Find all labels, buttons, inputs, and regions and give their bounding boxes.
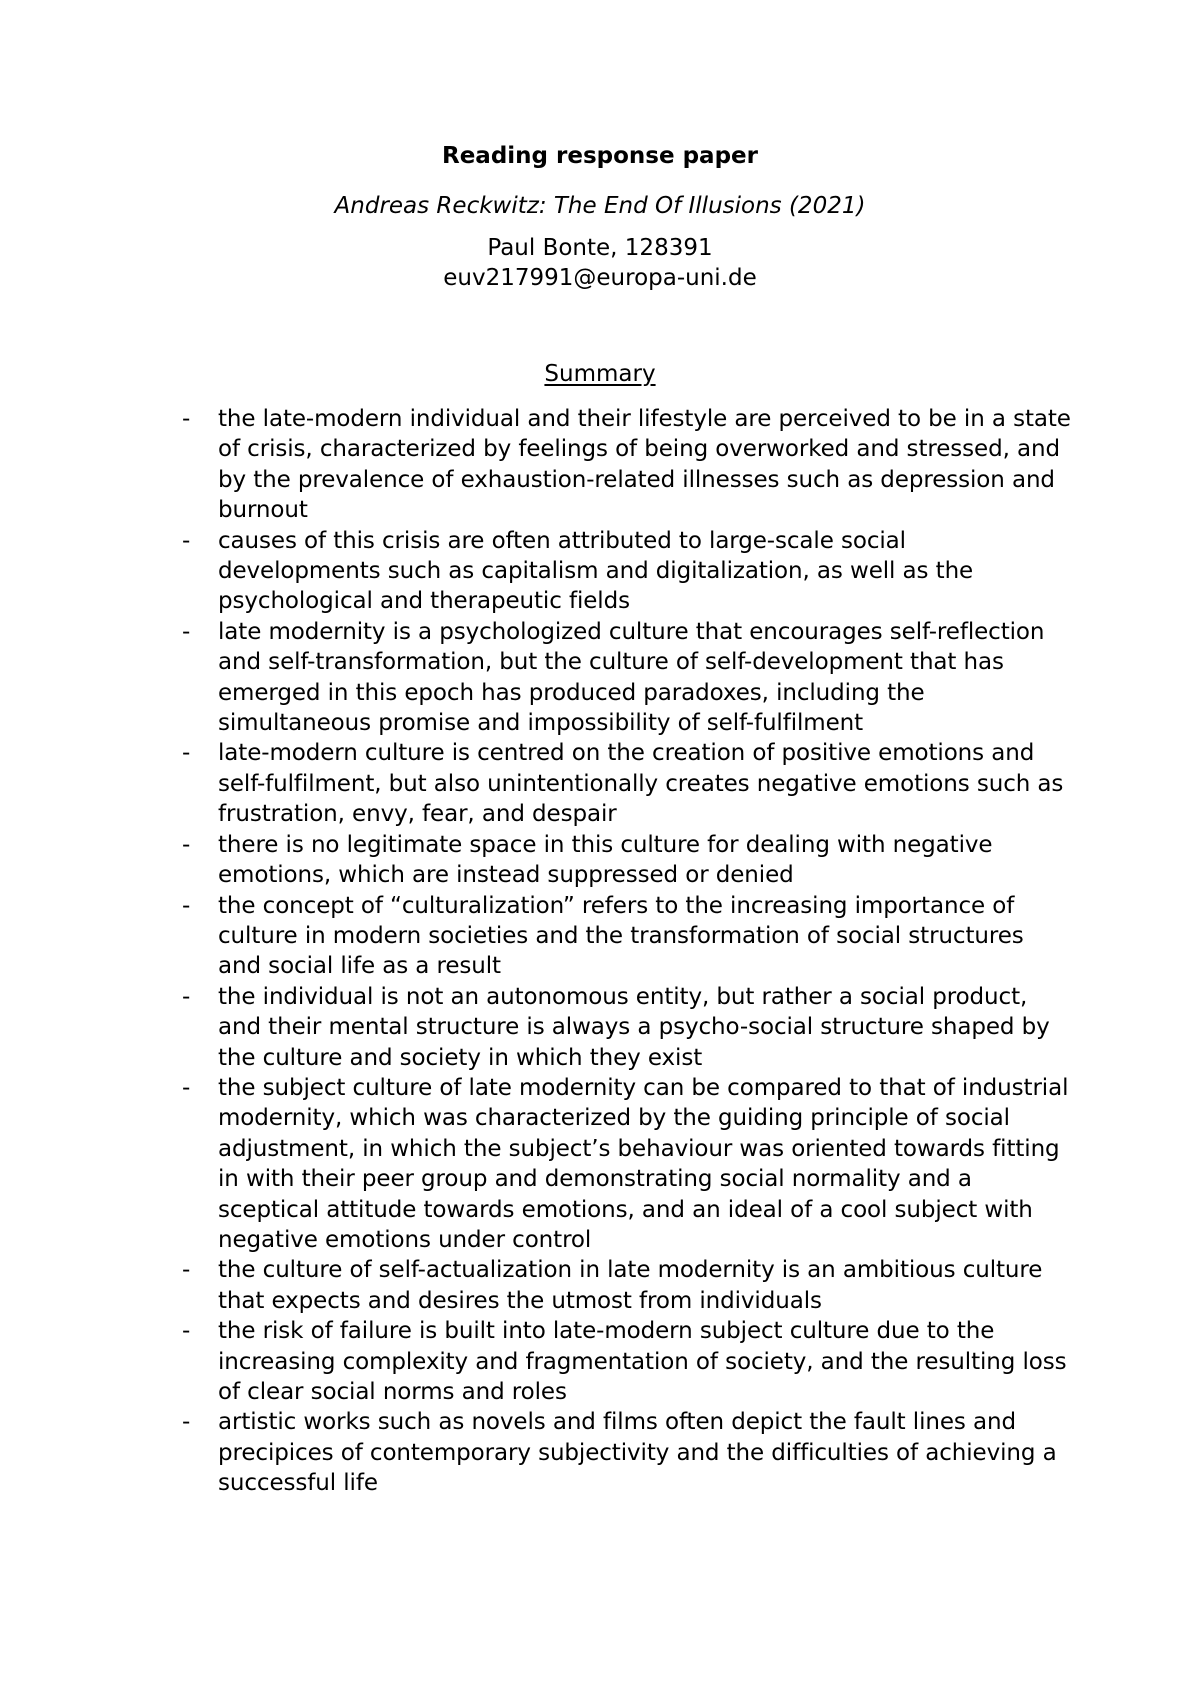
bullet-dash: - [182,1257,191,1284]
bullet-dash: - [182,740,191,767]
summary-item-text: causes of this crisis are often attributed to large-scale social developments such as capitalism and digitalization, as well as the psychological and therapeutic fields [218,527,974,615]
bullet-dash: - [182,1074,191,1101]
summary-item [182,526,1072,617]
summary-item [182,738,1072,829]
summary-item-text: the late-modern individual and their lifestyle are perceived to be in a state of crisis, characterized by feelings of being overworked and stressed, and by the prevalence of exhaustion-related illnesses such as depression and burnout [218,406,1071,524]
summary-item [182,1073,1072,1255]
summary-item [182,830,1072,891]
summary-item-text: late-modern culture is centred on the creation of positive emotions and self-fulfilment, but also unintentionally creates negative emotions such as frustration, envy, fear, and despair [218,740,1064,828]
summary-item [182,891,1072,982]
summary-heading: Summary [544,361,656,387]
author-line: Paul Bonte, 128391 [487,235,713,261]
summary-item [182,1316,1072,1407]
summary-list [182,404,1072,1499]
document-title: Reading response paper [442,143,758,169]
bullet-dash: - [182,892,191,919]
summary-item-text: the risk of failure is built into late-modern subject culture due to the increasing complexity and fragmentation of society, and the resulting loss of clear social norms and roles [218,1318,1067,1405]
summary-item-text: the individual is not an autonomous entity, but rather a social product, and their mental structure is always a psycho-social structure shaped by the culture and society in which they exist [218,983,1050,1071]
summary-item [182,404,1072,526]
bullet-dash: - [182,1409,191,1436]
summary-item-text: the concept of “culturalization” refers to the increasing importance of culture in modern societies and the transformation of social structures and social life as a result [218,892,1024,980]
summary-item [182,617,1072,739]
summary-item [182,1255,1072,1316]
summary-item [182,1407,1072,1498]
summary-item-text: the subject culture of late modernity can be compared to that of industrial modernity, which was characterized by the guiding principle of social adjustment, in which the subject’s behaviour was oriented towards fitting in with their peer group and demonstrating social normality and a sceptical attitude towards emotions, and an ideal of a cool subject with negative emotions under control [218,1074,1069,1253]
summary-item-text: late modernity is a psychologized culture that encourages self-reflection and self-transformation, but the culture of self-development that has emerged in this epoch has produced paradoxes, including the simultaneous promise and impossibility of self-fulfilment [218,618,1045,737]
bullet-dash: - [182,618,191,645]
bullet-dash: - [182,831,191,858]
bullet-dash: - [182,406,191,432]
summary-item-text: the culture of self-actualization in late modernity is an ambitious culture that expects and desires the utmost from individuals [218,1257,1043,1314]
summary-item [182,982,1072,1073]
document-subtitle: Andreas Reckwitz: The End Of Illusions (2021) [334,193,866,219]
author-email: euv217991@europa-uni.de [443,265,757,291]
summary-item-text: there is no legitimate space in this culture for dealing with negative emotions, which are instead suppressed or denied [218,831,993,889]
bullet-dash: - [182,983,191,1010]
bullet-dash: - [182,527,191,554]
bullet-dash: - [182,1318,191,1345]
summary-item-text: artistic works such as novels and films often depict the fault lines and precipices of contemporary subjectivity and the difficulties of achieving a successful life [218,1409,1057,1497]
